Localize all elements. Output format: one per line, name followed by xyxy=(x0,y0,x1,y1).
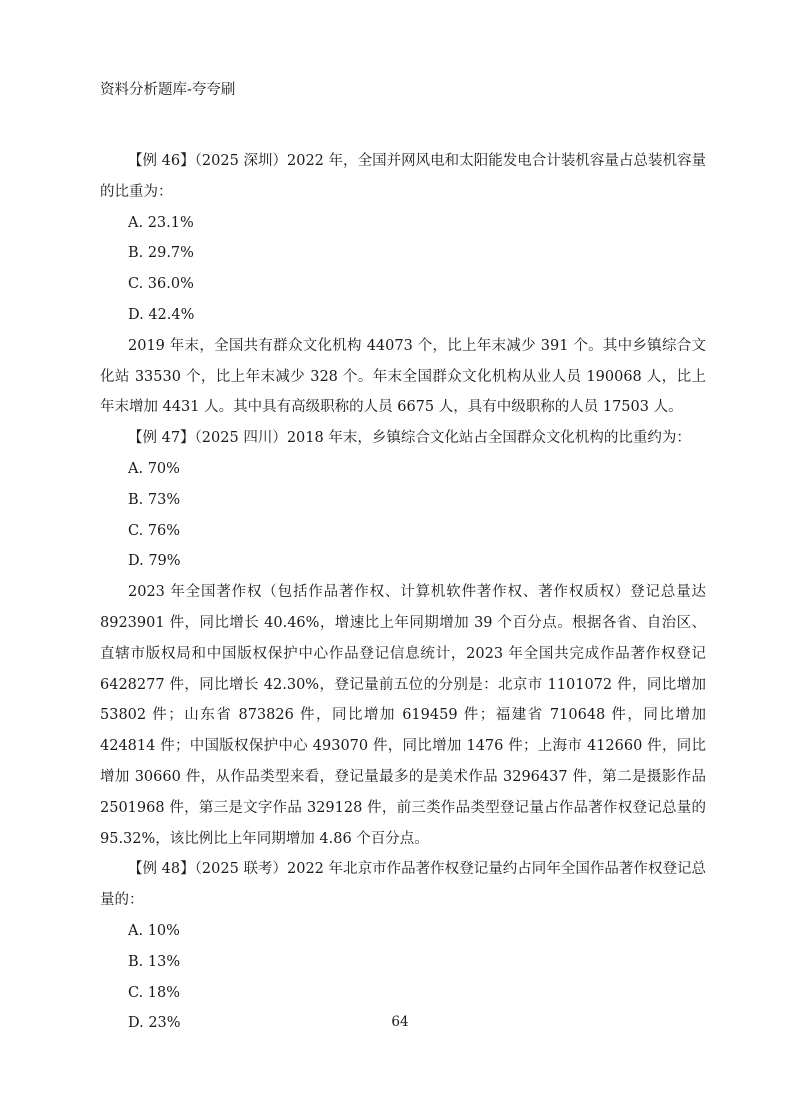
question-48-option-a: A. 10% xyxy=(128,922,180,939)
question-47-stem: 【例 47】（2025 四川）2018 年末，乡镇综合文化站占全国群众文化机构的比重约为： xyxy=(128,430,691,447)
question-47-option-a: A. 70% xyxy=(128,460,180,477)
question-46-option-c: C. 36.0% xyxy=(128,276,194,293)
question-47-option-d: D. 79% xyxy=(128,553,181,570)
page-number: 64 xyxy=(391,1014,409,1030)
question-47-option-b: B. 73% xyxy=(128,491,181,508)
question-46-stem: 【例 46】（2025 深圳）2022 年，全国并网风电和太阳能发电合计装机容量占总装机容量的比重为： xyxy=(100,153,706,200)
question-48-option-b: B. 13% xyxy=(128,953,181,970)
question-46-option-d: D. 42.4% xyxy=(128,306,195,323)
page-content xyxy=(100,146,706,1039)
question-48-option-c: C. 18% xyxy=(128,984,181,1001)
document-header: 资料分析题库-夸夸刷 xyxy=(100,82,236,98)
question-46-option-b: B. 29.7% xyxy=(128,245,194,262)
material-cultural-institutions: 2019 年末，全国共有群众文化机构 44073 个，比上年末减少 391 个。其中乡镇综合文化站 33530 个，比上年末减少 328 个。年末全国群众文化机构从业人员 190068 人，比上年末增加 4431 人。其中具有高级职称的人员 6675 人，具有中级职称的人员 17503 人。 xyxy=(100,337,706,416)
question-46-option-a: A. 23.1% xyxy=(128,214,194,231)
question-47-option-c: C. 76% xyxy=(128,522,181,539)
material-copyright-registration: 2023 年全国著作权（包括作品著作权、计算机软件著作权、著作权质权）登记总量达 8923901 件，同比增长 40.46%，增速比上年同期增加 39 个百分点。根据各省、自治区、直辖市版权局和中国版权保护中心作品登记信息统计，2023 年全国共完成作品著作权登记 6428277 件，同比增长 42.30%，登记量前五位的分别是：北京市 1101072 件，同比增加 53802 件；山东省 873826 件，同比增加 619459 件；福建省 710648 件，同比增加 424814 件；中国版权保护中心 493070 件，同比增加 1476 件；上海市 412660 件，同比增加 30660 件，从作品类型来看，登记量最多的是美术作品 3296437 件，第二是摄影作品 2501968 件，第三是文字作品 329128 件，前三类作品类型登记量占作品著作权登记总量的 95.32%，该比例比上年同期增加 4.86 个百分点。 xyxy=(100,584,706,847)
question-48-stem: 【例 48】（2025 联考）2022 年北京市作品著作权登记量约占同年全国作品著作权登记总量的： xyxy=(100,861,706,909)
question-48-option-d: D. 23% xyxy=(128,1015,181,1032)
